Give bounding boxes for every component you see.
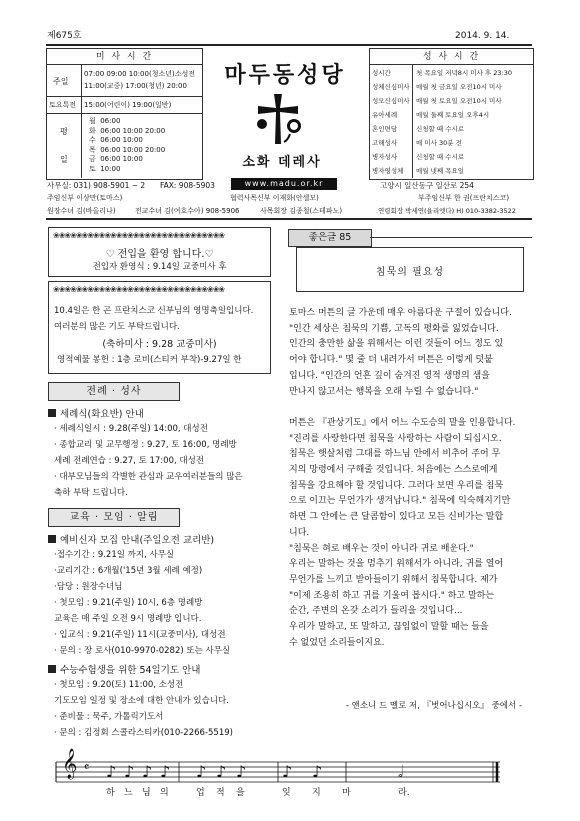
pastor-name: 주임신부 이상만(토마스) <box>47 194 123 202</box>
office-fax: FAX: 908-5903 <box>160 181 215 190</box>
assistant-priest: 협력사목신부 이재화(안셀모) <box>230 194 319 202</box>
mass-schedule-title: 미 사 시 간 <box>95 52 154 62</box>
mass-schedule-box <box>46 48 203 180</box>
feast-line-4: 영적예물 봉헌 : 1층 로비(스티커 부착)-9.27일 한 <box>57 355 242 365</box>
weekday-schedule: 월 06:00 화 06:00 10:00 20:00 수 06:00 10:00 목 06:00 10:00 20:00 금 06:00 10:00 토 10:00 <box>89 117 166 173</box>
saturday-times: 15:00(어린이) 19:00(일반) <box>84 101 172 109</box>
reflection-title-box <box>296 247 524 292</box>
exam-prayer-details: · 첫모임 : 9.20(토) 11:00, 소성전 기도모임 일정 및 장소에 대한 안내가 있습니다. · 준비물 : 묵주, 가톨릭기도서 · 문의 : 김정회 스콜라스티카(010-2266-5519) <box>54 680 233 738</box>
catechumen-details: ·접수기간 : 9.21일 까지, 사무실 ·교리기간 : 6개월('15년 3월 세례 예정) ·담당 : 원장수녀님 · 첫모임 : 9.21(주일) 10시, 6층 명례방 교육은 매 주일 오전 9시 명례방 입니다. · 입교식 : 9.21(주일) 11시(교중미사), 대성전 · 문의 : 장 로사(010-9970-0282) 또는 사무실 <box>54 550 231 656</box>
weekday-label-2: 일 <box>60 155 68 164</box>
saturday-label: 토요특전 <box>49 101 77 109</box>
note-icon: 𝅗𝅥 <box>398 762 404 781</box>
sunday-label: 주일 <box>53 77 69 86</box>
flower-border-icon: ❀❀❀❀❀❀❀❀❀❀❀❀❀❀❀❀❀❀❀❀❀❀❀❀❀❀❀❀❀❀ <box>53 231 225 240</box>
welcome-title: ♡ 전입을 환영 합니다.♡ <box>105 249 214 260</box>
note-icon: ♪ <box>236 762 247 781</box>
reflection-attribution: - 앤소니 드 멜로 저, 『벗어나십시오』 중에서 - <box>345 701 522 711</box>
lyric-syllable: 의 <box>160 788 169 798</box>
welcome-box <box>48 227 271 277</box>
feast-day-box <box>48 281 271 374</box>
baptism-title: 세례식(화요반) 안내 <box>48 406 144 420</box>
funeral-council: 연령회장 박세연(율리엣다) H) 010-3382-3522 <box>378 207 516 215</box>
sacrament-title: 성 사 시 간 <box>422 52 481 62</box>
note-icon: ♪ <box>142 762 153 781</box>
sunday-times-1: 07:00 09:00 10:00(청소년)소성전 <box>84 70 196 78</box>
council-president: 사목회장 김종철(스테파노) <box>260 207 343 215</box>
music-staff <box>46 750 532 800</box>
feast-line-3: (축하미사 : 9.28 교중미사) <box>102 339 217 350</box>
education-section-header: 교육 · 모임 · 알림 <box>48 508 180 527</box>
lyric-syllable: 적 <box>216 788 225 798</box>
contact-rule <box>46 218 532 220</box>
note-icon: ♪ <box>196 762 207 781</box>
office-phone: 사무실: 031) 908-5901 ~ 2 <box>47 181 146 190</box>
note-icon: ♪ <box>124 762 135 781</box>
bullet-icon <box>48 665 56 673</box>
lyric-syllable: 느 <box>124 788 133 798</box>
good-writing-series-badge: 좋은글 85 <box>288 229 372 247</box>
lyric-syllable: 지 <box>312 788 321 798</box>
lyric-syllable: 님 <box>142 788 151 798</box>
church-name: 마두동성당 <box>224 63 346 88</box>
church-patron: 소화 데레사 <box>242 155 322 170</box>
flower-border-icon: ❀❀❀❀❀❀❀❀❀❀❀❀❀❀❀❀❀❀❀❀❀❀❀❀❀❀❀❀❀❀ <box>53 285 225 294</box>
cross-rose-icon <box>250 88 306 148</box>
feast-line-2: 여러분의 많은 기도 부탁드립니다. <box>54 322 180 332</box>
lyric-syllable: 라. <box>398 788 410 798</box>
issue-number: 제675호 <box>47 31 82 41</box>
exam-prayer-title: 수능수험생을 위한 54일기도 안내 <box>48 662 200 676</box>
lyric-syllable: 잊 <box>282 788 291 798</box>
note-icon: ♪ <box>106 762 117 781</box>
treble-clef-icon: 𝄞 <box>62 749 78 779</box>
website-link[interactable]: www.madu.or.kr <box>231 178 337 190</box>
header-rule <box>46 44 532 46</box>
bullet-icon <box>48 409 56 417</box>
reflection-body: 토마스 머튼의 글 가운데 매우 아름다운 구절이 있습니다. "인간 세상은 침묵의 기쁨, 고독의 평화를 잃었습니다. 인간의 충만한 삶을 위해서는 이런 것들이 어느 정도 있 어야 합니다." 몇 줄 더 내려가서 머튼은 이렇게 덧붙 입니다. "인간의 언흔 깊이 숨겨진 영적 생명의 샘을 만나지 않고서는 행복을 오래 누릴 수 없습니다." 머튼은 『관상기도』에서 어느 수도승의 말을 인용합니다. "진리를 사랑한다면 침묵을 사랑하는 사람이 되십시오. 침묵은 햇살처럼 그대를 하느님 안에서 비추어 주어 무 지의 망령에서 구해줄 것입니다. 처음에는 스스로에게 침묵을 강요해야 할 것입니다. 그러다 보면 우리를 침묵 으로 이끄는 무언가가 생겨납니다." 침묵에 익숙해지기만 하면 그 안에는 큰 달콤함이 있다고 모든 신비가는 말합 니다. "침묵은 혀로 배우는 것이 아니라 귀로 배운다." 우리는 말하는 것을 멈추기 위해서가 아니라, 귀를 열어 무언가를 느끼고 받아들이기 위해서 침묵합니다. 제가 "이제 조용히 하고 귀를 기울여 봅시다." 하고 말하는 순간, 주변의 온갖 소리가 들리을 것입니다... 우리가 말하고, 또 말하고, 끊임없이 말할 때는 들을 수 없었던 소리들이지요. <box>289 308 516 648</box>
church-address: 고양시 일산동구 일산로 254 <box>380 181 474 190</box>
note-icon: ♪ <box>282 762 293 781</box>
lyric-syllable: 을 <box>236 788 245 798</box>
note-icon: ♪ <box>160 762 171 781</box>
reflection-title: 침묵의 필요성 <box>375 267 445 278</box>
feast-line-1: 10.4일은 한 곤 프란치스코 신부님의 영명축일입니다. <box>54 306 254 316</box>
note-icon: ♪ <box>312 762 323 781</box>
issue-date: 2014. 9. 14. <box>455 31 510 41</box>
mission-nun: 전교수녀 김(여호수아) 908-5906 <box>135 207 240 215</box>
sunday-times-2: 11:00(교중) 17:00(청년) 20:00 <box>84 82 187 90</box>
sacrament-schedule-box <box>369 48 534 180</box>
liturgy-section-header: 전례 · 성사 <box>48 382 180 401</box>
lyric-syllable: 마 <box>342 788 351 798</box>
superior-nun: 원장수녀 김(바올리나) <box>47 207 116 215</box>
sacrament-labels: 성시간 성체신심미사 성모신심미사 유아세례 혼인면담 고해성사 병자성사 병자영성체 <box>372 69 410 175</box>
sacrament-values: 첫 목요일 저녁8시 미사 후 23:30 매월 첫 금요일 오전10시 미사 매월 첫 토요일 오전10시 미사 매월 둘째 토요일 오후4시 신청할 때 수시로 매 미사 30분 전 신청할 때 수시로 매월 넷째 목요일 <box>416 69 512 175</box>
note-icon: ♪ <box>216 762 227 781</box>
welcome-line: 전입자 환영식 : 9.14일 교중미사 후 <box>92 262 227 272</box>
weekday-label-1: 평 <box>60 127 68 136</box>
catechumen-title: 예비신자 모집 안내(주일오전 교리반) <box>48 532 214 546</box>
time-signature-icon: 𝄴 <box>84 760 90 774</box>
lyric-syllable: 하 <box>106 788 115 798</box>
bullet-icon <box>48 535 56 543</box>
associate-pastor: 부주임신부 한 권(프란치스코) <box>418 194 510 202</box>
baptism-details: · 세례식일시 : 9.28(주일) 14:00, 대성전 · 종합교리 및 교무행정 : 9.27, 토 16:00, 명례방 세례 전례연습 : 9.27, 토 17:00, 대성전 · 대부모님들의 각별한 관심과 교우여러분들의 많은 축하 부탁 드립니다. <box>54 424 243 498</box>
lyric-syllable: 업 <box>196 788 205 798</box>
